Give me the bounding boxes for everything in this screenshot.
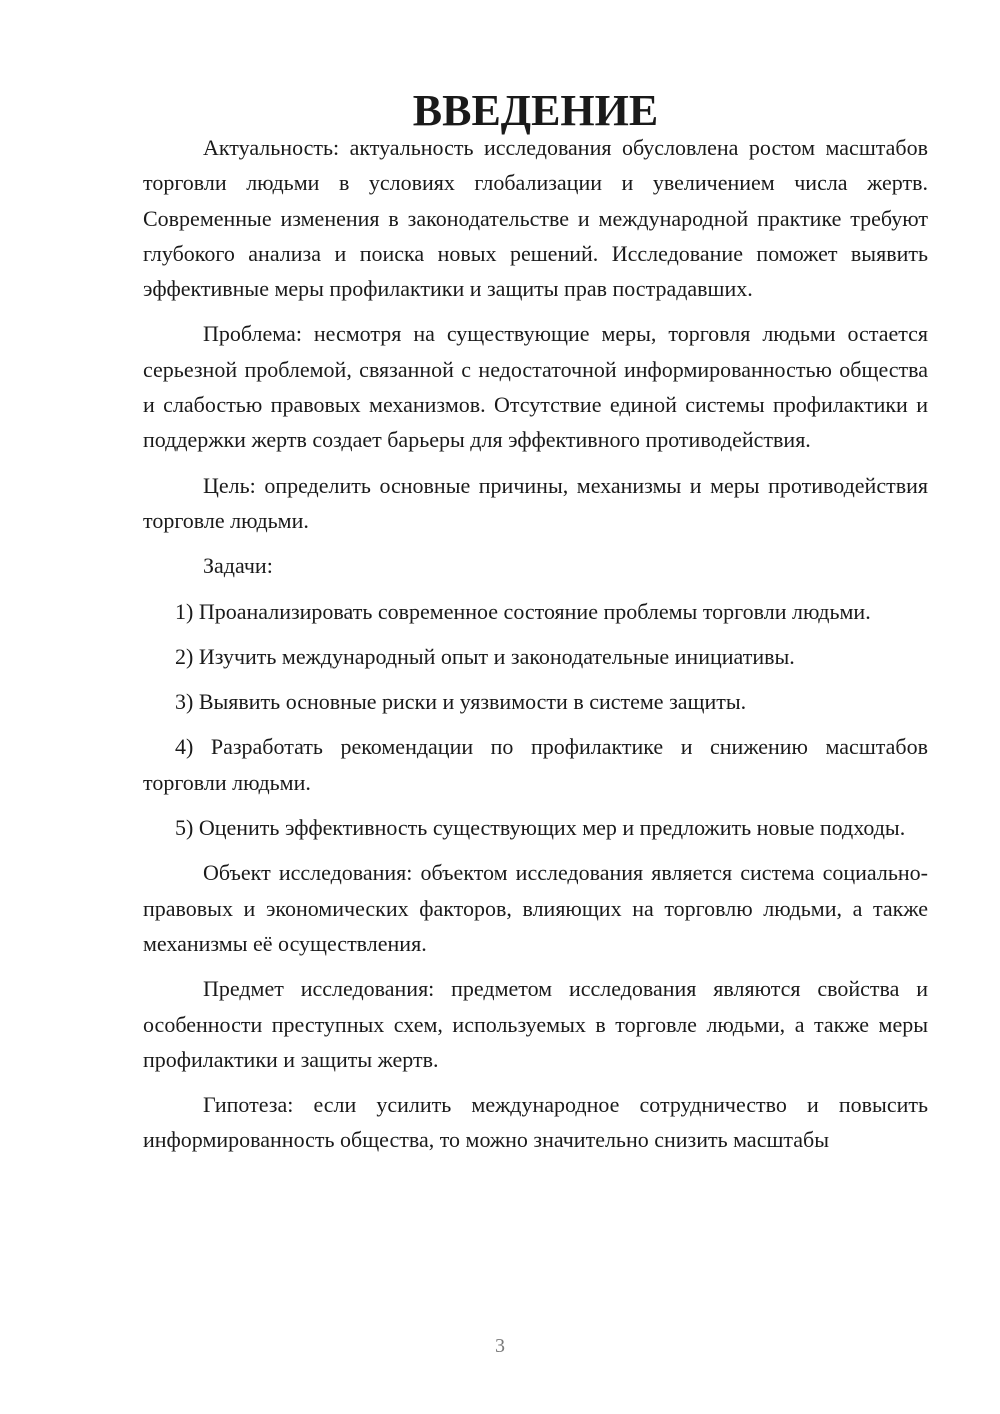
paragraph-problem: Проблема: несмотря на существующие меры, торговля людьми остается серьезной проблемой, связанной с недостаточной информированностью общества и слабостью правовых механизмов. Отсутствие единой системы профилактики и поддержки жертв создает барьеры для эффективного противодействия. [143,321,928,453]
paragraph-hypothesis: Гипотеза: если усилить международное сотрудничество и повысить информированность общества, то можно значительно снизить масштабы [143,1092,928,1153]
tasks-label: Задачи: [203,553,273,579]
page-number: 3 [495,1335,505,1357]
task-item-3: 3) Выявить основные риски и уязвимости в системе защиты. [175,689,747,715]
page-content [143,86,928,1168]
task-item-4: 4) Разработать рекомендации по профилактике и снижению масштабов торговли людьми. [143,734,928,795]
section-heading: ВВЕДЕНИЕ [412,86,659,135]
paragraph-goal: Цель: определить основные причины, механизмы и меры противодействия торговле людьми. [143,472,928,533]
paragraph-relevance: Актуальность: актуальность исследования обусловлена ростом масштабов торговли людьми в условиях глобализации и увеличением числа жертв. Современные изменения в законодательстве и международной практике требуют глубокого анализа и поиска новых решений. Исследование поможет выявить эффективные меры профилактики и защиты прав пострадавших. [143,135,928,302]
paragraph-object: Объект исследования: объектом исследования является система социально-правовых и экономических факторов, влияющих на торговлю людьми, а также механизмы её осуществления. [143,860,928,956]
task-item-2: 2) Изучить международный опыт и законодательные инициативы. [175,643,795,669]
task-item-1: 1) Проанализировать современное состояние проблемы торговли людьми. [175,598,871,624]
task-item-5: 5) Оценить эффективность существующих мер и предложить новые подходы. [175,815,906,841]
paragraph-subject: Предмет исследования: предметом исследования являются свойства и особенности преступных схем, используемых в торговле людьми, а также меры профилактики и защиты жертв. [143,976,928,1072]
